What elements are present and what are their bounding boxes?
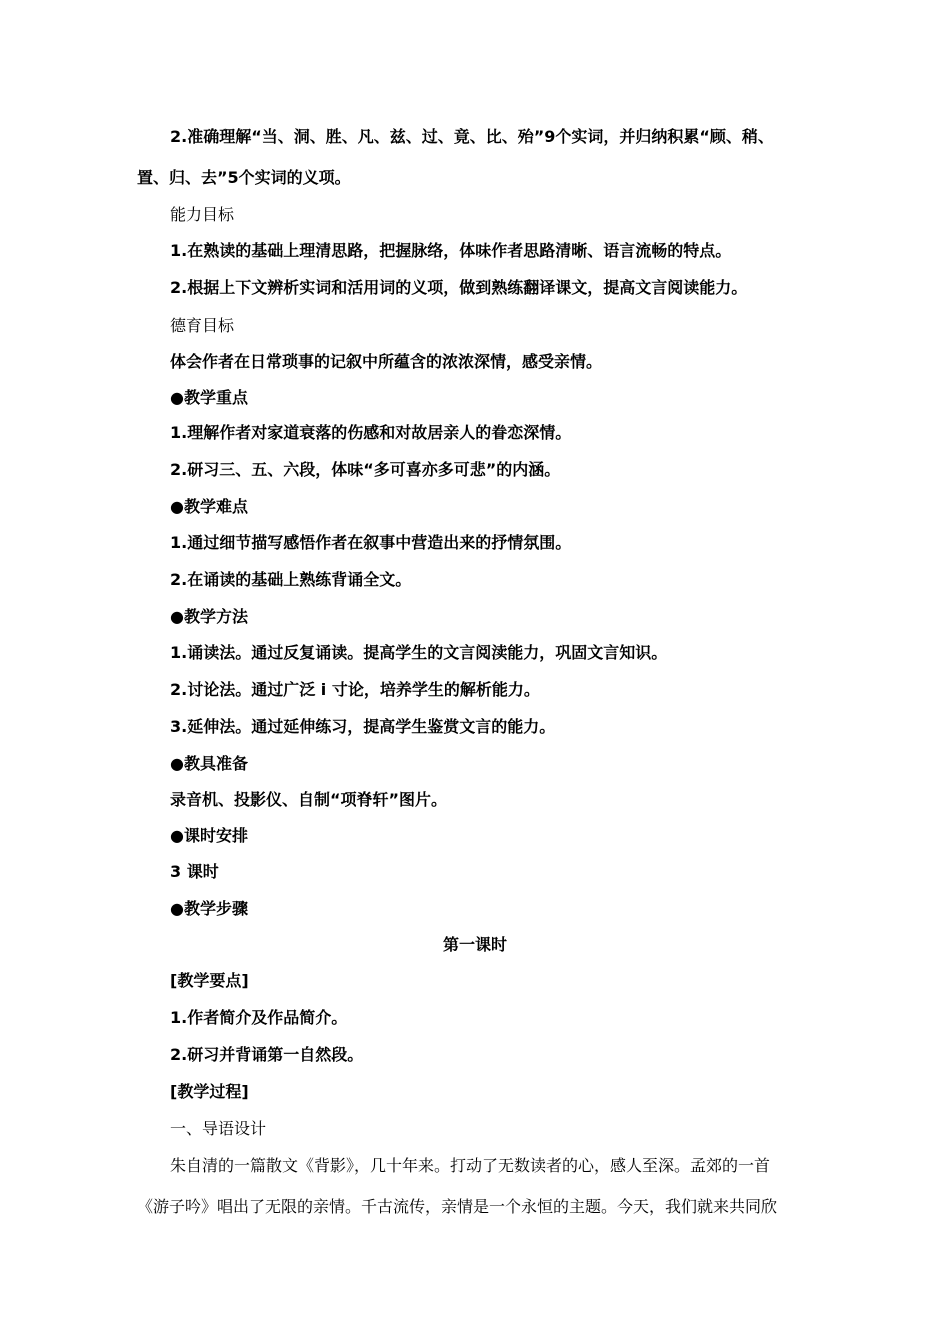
moral-item: 体会作者在日常琐事的记叙中所蕴含的浓浓深情，感受亲情。 bbox=[170, 352, 603, 371]
section-heading-methods: ●教学方法 bbox=[170, 607, 248, 626]
lesson-point-2: 2.研习并背诵第一自然段。 bbox=[170, 1045, 364, 1064]
section-heading-schedule: ●课时安排 bbox=[170, 826, 248, 845]
key-point-1: 1.理解作者对家道衰落的伤感和对故居亲人的眷恋深情。 bbox=[170, 423, 572, 442]
section-heading-equipment: ●教具准备 bbox=[170, 754, 248, 773]
method-3: 3.延伸法。通过延伸练习，提高学生鉴赏文言的能力。 bbox=[170, 717, 556, 736]
intro-paragraph-line-1: 朱自清的一篇散文《背影》，几十年来。打动了无数读者的心，感人至深。孟郊的一首 bbox=[170, 1156, 771, 1175]
difficulty-1: 1.通过细节描写感悟作者在叙事中营造出来的抒情氛围。 bbox=[170, 533, 572, 552]
objective-2-line-2: 置、归、去”5个实词的义项。 bbox=[137, 168, 351, 187]
method-2: 2.讨论法。通过广泛 i 寸论，培养学生的解析能力。 bbox=[170, 680, 540, 699]
section-heading-moral: 德育目标 bbox=[170, 316, 235, 335]
equipment-item: 录音机、投影仪、自制“项脊轩”图片。 bbox=[170, 790, 448, 809]
section-heading-steps: ●教学步骤 bbox=[170, 899, 248, 918]
method-1: 1.诵读法。通过反复诵读。提高学生的文言阅渎能力，巩固文言知识。 bbox=[170, 643, 668, 662]
section-heading-key-points: ●教学重点 bbox=[170, 388, 248, 407]
intro-paragraph-line-2: 《游子吟》唱出了无限的亲情。千古流传，亲情是一个永恒的主题。今天，我们就来共同欣 bbox=[137, 1197, 778, 1216]
difficulty-2: 2.在诵读的基础上熟练背诵全文。 bbox=[170, 570, 412, 589]
key-point-2: 2.研习三、五、六段，体味“多可喜亦多可悲”的内涵。 bbox=[170, 460, 561, 479]
ability-item-1: 1.在熟读的基础上理清思路，把握脉络，体味作者思路清晰、语言流畅的特点。 bbox=[170, 241, 732, 260]
subheading-key-points: [教学要点] bbox=[170, 971, 249, 990]
ability-item-2: 2.根据上下文辨析实词和活用词的义项，做到熟练翻译课文，提高文言阅读能力。 bbox=[170, 278, 748, 297]
process-heading-intro: 一、导语设计 bbox=[170, 1119, 267, 1138]
section-heading-difficulties: ●教学难点 bbox=[170, 497, 248, 516]
section-heading-ability: 能力目标 bbox=[170, 205, 235, 224]
schedule-item: 3 课时 bbox=[170, 862, 219, 881]
subheading-process: [教学过程] bbox=[170, 1082, 249, 1101]
lesson-point-1: 1.作者简介及作品简介。 bbox=[170, 1008, 348, 1027]
lesson-title: 第一课时 bbox=[442, 935, 507, 954]
objective-2-line-1: 2.准确理解“当、洞、胜、凡、兹、过、竟、比、殆”9个实词，并归纳积累“顾、稍、 bbox=[170, 127, 774, 146]
